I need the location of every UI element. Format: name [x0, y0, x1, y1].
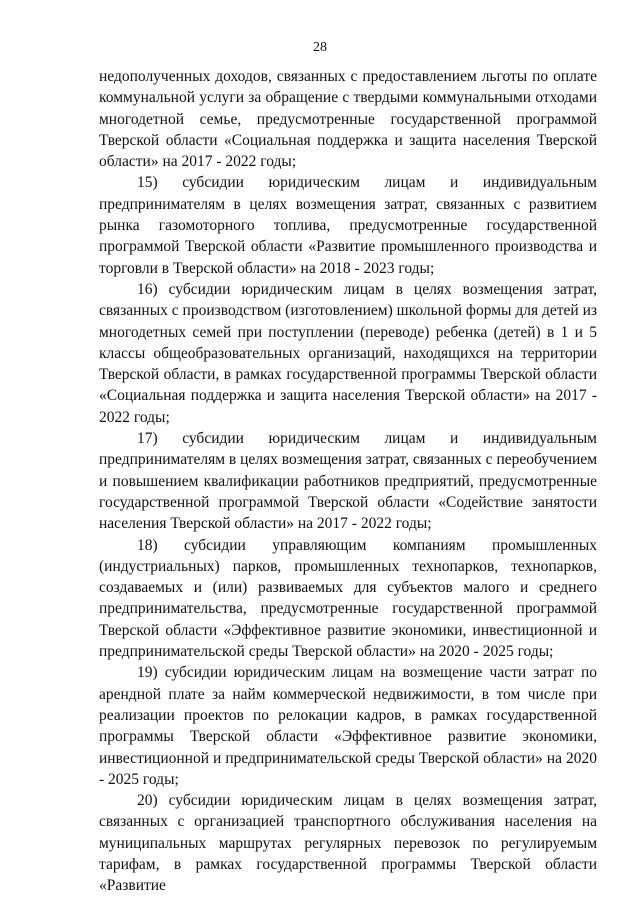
paragraph-item-16: 16) субсидии юридическим лицам в целях возмещения затрат, связанных с производством (изготовлением) школьной формы для детей из многодетных семей при поступлении (переводе) ребенка (детей) в 1 и 5 классы общеобразовательных организаций, находящихся на территории Тверской области, в рамках государственной программы Тверской области «Социальная поддержка и защита населения Тверской области» на 2017 - 2022 годы; — [99, 280, 597, 426]
page-number: 28 — [313, 40, 327, 55]
paragraph-item-18: 18) субсидии управляющим компаниям промышленных (индустриальных) парков, промышленных технопарков, технопарков, создаваемых и (или) развиваемых для субъектов малого и среднего предпринимательства, предусмотренные государственной программой Тверской области «Эффективное развитие экономики, инвестиционной и предпринимательской среды Тверской области» на 2020 - 2025 годы; — [99, 536, 597, 661]
document-body — [99, 66, 597, 897]
paragraph-item-15: 15) субсидии юридическим лицам и индивидуальным предпринимателям в целях возмещения затрат, связанных с развитием рынка газомоторного топлива, предусмотренные государственной программой Тверской области «Развитие промышленного производства и торговли в Тверской области» на 2018 - 2023 годы; — [99, 174, 597, 277]
paragraph-item-20: 20) субсидии юридическим лицам в целях возмещения затрат, связанных с организацией транспортного обслуживания населения на муниципальных маршрутах регулярных перевозок по регулируемым тарифам, в рамках государственной программы Тверской области «Развитие — [99, 792, 597, 895]
paragraph-continued: недополученных доходов, связанных с предоставлением льготы по оплате коммунальной услуги за обращение с твердыми коммунальными отходами многодетной семье, предусмотренные государственной программой Тверской области «Социальная поддержка и защита населения Тверской области» на 2017 - 2022 годы; — [99, 68, 597, 171]
paragraph-item-19: 19) субсидии юридическим лицам на возмещение части затрат по арендной плате за найм коммерческой недвижимости, в том числе при реализации проектов по релокации кадров, в рамках государственной программы Тверской области «Эффективное развитие экономики, инвестиционной и предпринимательской среды Тверской области» на 2020 - 2025 годы; — [99, 664, 597, 788]
paragraph-item-17: 17) субсидии юридическим лицам и индивидуальным предпринимателям в целях возмещения затрат, связанных с переобучением и повышением квалификации работников предприятий, предусмотренные государственной программой Тверской области «Содействие занятости населения Тверской области» на 2017 - 2022 годы; — [99, 430, 597, 533]
